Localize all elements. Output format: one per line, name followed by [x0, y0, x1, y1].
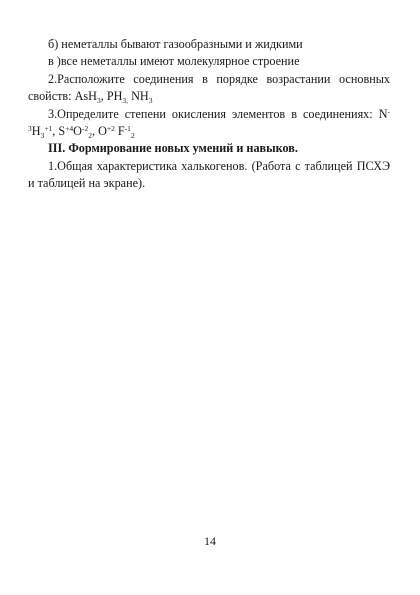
element: F	[117, 124, 125, 139]
separator: ,	[100, 89, 107, 104]
oxidation-state: +4	[65, 124, 74, 134]
formula-so2	[58, 124, 92, 138]
compound-nh3	[131, 89, 152, 103]
section-heading: III. Формирование новых умений и навыков.	[48, 141, 298, 156]
element: H	[31, 124, 41, 139]
formula-subscript: 2	[130, 130, 135, 140]
oxidation-state: -2	[81, 124, 89, 134]
question-3-text: 3.Определите степени окисления элементов в соединениях:	[48, 106, 373, 121]
formula-base: NH	[131, 89, 149, 104]
compound-ash3	[75, 89, 101, 103]
separator: ,	[91, 124, 99, 139]
element: N	[378, 106, 388, 121]
oxidation-state: +2	[106, 124, 115, 134]
answer-option-b: б) неметаллы бывают газообразными и жидкими	[48, 37, 303, 51]
formula-base: AsH	[74, 89, 97, 104]
element: S	[58, 124, 66, 139]
formula-subscript: 3	[40, 130, 45, 140]
oxidation-state: -3	[28, 106, 390, 134]
formula-subscript: 2	[88, 130, 92, 140]
paragraph-1: 1.Общая характеристика халькогенов. (Работа с таблицей ПСХЭ и таблицей на экране).	[28, 158, 390, 191]
formula-subscript: 3	[96, 95, 101, 105]
oxidation-state: +1	[44, 124, 53, 134]
page-content	[28, 36, 390, 193]
formula-subscript: 3,	[122, 95, 129, 105]
formula-o	[98, 124, 115, 138]
formula-subscript: 3	[148, 95, 153, 105]
formula-f2	[118, 124, 135, 138]
question-2	[28, 71, 390, 106]
answer-option-v: в )все неметаллы имеют молекулярное строение	[48, 54, 300, 69]
question-3	[28, 106, 390, 141]
element: O	[73, 124, 82, 139]
page-number: 14	[204, 534, 216, 548]
formula-base: PH	[106, 89, 123, 104]
element: O	[98, 124, 107, 139]
separator: ,	[52, 124, 59, 139]
compound-ph3	[107, 89, 128, 103]
question-2-text: 2.Расположите соединения в порядке возрастании основных свойств:	[28, 71, 390, 104]
oxidation-state: -1	[124, 124, 131, 134]
